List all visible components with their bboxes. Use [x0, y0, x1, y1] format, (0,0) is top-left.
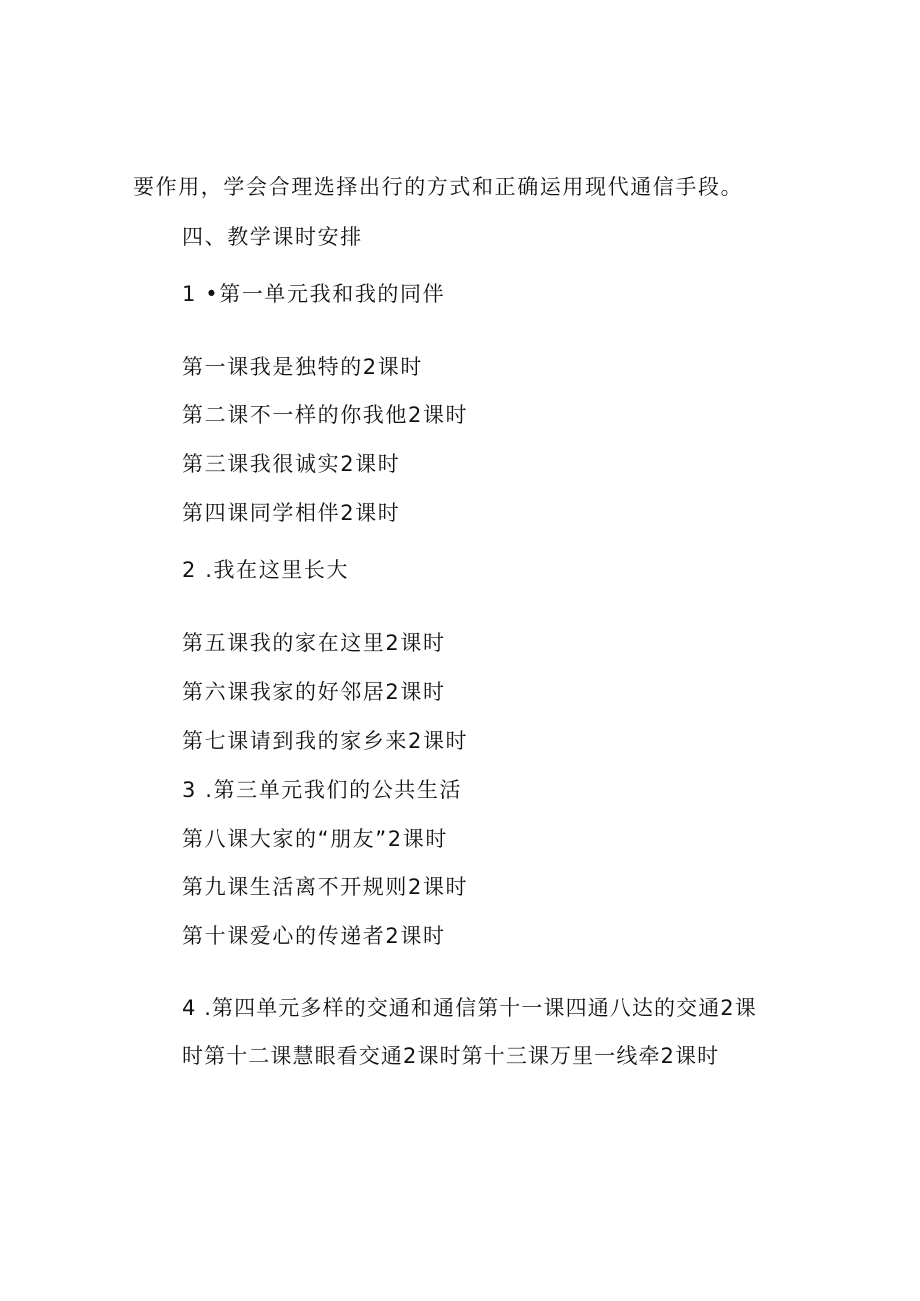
paragraph-continuation: 要作用，学会合理选择出行的方式和正确运用现代通信手段。 [133, 175, 744, 199]
section-heading-schedule: 四、教学课时安排 [182, 225, 363, 249]
lesson-5: 第五课我的家在这里2课时 [182, 631, 446, 655]
lesson-1: 第一课我是独特的2课时 [182, 355, 423, 379]
lesson-9: 第九课生活离不开规则2课时 [182, 875, 469, 899]
unit-3-heading: 3 .第三单元我们的公共生活 [182, 778, 463, 802]
lesson-7: 第七课请到我的家乡来2课时 [182, 729, 469, 753]
lesson-6: 第六课我家的好邻居2课时 [182, 680, 446, 704]
lesson-2: 第二课不一样的你我他2课时 [182, 403, 469, 427]
lesson-8: 第八课大家的“朋友”2课时 [182, 827, 448, 851]
lesson-4: 第四课同学相伴2课时 [182, 501, 401, 525]
unit-2-heading: 2 .我在这里长大 [182, 558, 350, 582]
unit-1-heading: 1 •第一单元我和我的同伴 [182, 282, 446, 306]
lesson-10: 第十课爱心的传递者2课时 [182, 924, 446, 948]
unit-4-paragraph-line-1: 4 .第四单元多样的交通和通信第十一课四通八达的交通2课 [182, 996, 757, 1020]
unit-4-paragraph-line-2: 时第十二课慧眼看交通2课时第十三课万里一线牵2课时 [182, 1044, 720, 1068]
lesson-3: 第三课我很诚实2课时 [182, 452, 401, 476]
